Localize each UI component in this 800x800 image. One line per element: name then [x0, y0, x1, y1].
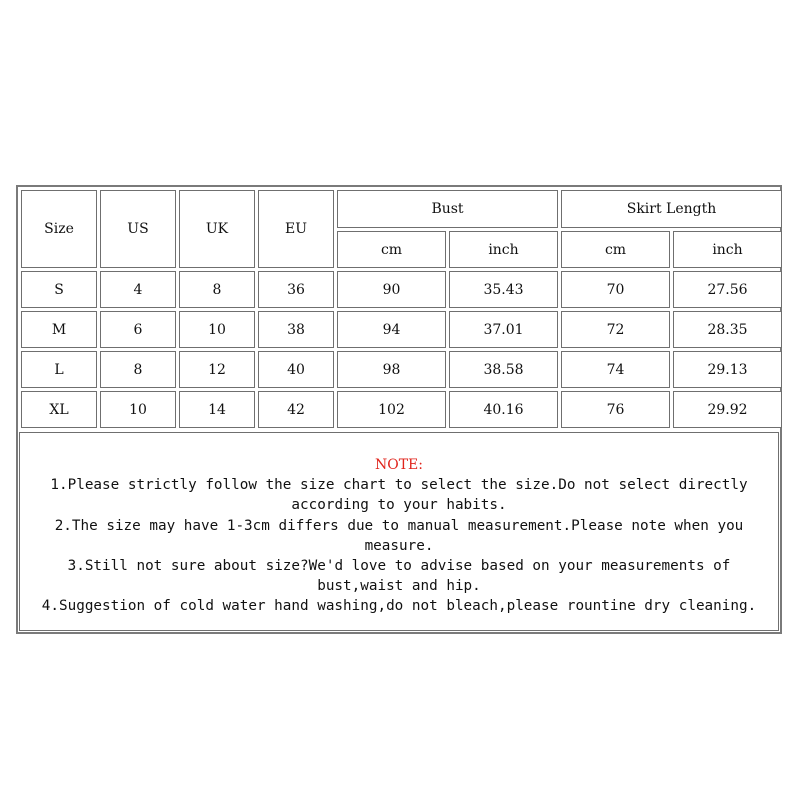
- cell-eu: 42: [258, 391, 334, 428]
- size-chart-table: [18, 187, 785, 431]
- cell-uk: 12: [179, 351, 255, 388]
- cell-skirt-cm: 76: [561, 391, 670, 428]
- cell-bust-inch: 35.43: [449, 271, 558, 308]
- note-line: 4.Suggestion of cold water hand washing,do not bleach,please rountine dry cleaning.: [41, 598, 757, 615]
- table-row: [21, 351, 782, 388]
- header-bust-cm: cm: [337, 231, 446, 268]
- cell-bust-cm: 102: [337, 391, 446, 428]
- cell-size: L: [21, 351, 97, 388]
- header-skirt-length: Skirt Length: [561, 190, 782, 228]
- cell-skirt-inch: 29.92: [673, 391, 782, 428]
- header-bust-inch: inch: [449, 231, 558, 268]
- table-row: [21, 311, 782, 348]
- cell-skirt-cm: 70: [561, 271, 670, 308]
- cell-skirt-cm: 72: [561, 311, 670, 348]
- cell-bust-cm: 94: [337, 311, 446, 348]
- cell-size: S: [21, 271, 97, 308]
- cell-us: 8: [100, 351, 176, 388]
- cell-bust-inch: 38.58: [449, 351, 558, 388]
- note-line: according to your habits.: [291, 497, 507, 514]
- cell-us: 10: [100, 391, 176, 428]
- cell-skirt-inch: 27.56: [673, 271, 782, 308]
- table-row: [21, 271, 782, 308]
- table-row: [21, 391, 782, 428]
- note-line: 3.Still not sure about size?We'd love to advise based on your measurements of: [67, 558, 731, 575]
- header-skirt-cm: cm: [561, 231, 670, 268]
- header-skirt-inch: inch: [673, 231, 782, 268]
- cell-us: 4: [100, 271, 176, 308]
- cell-bust-cm: 90: [337, 271, 446, 308]
- header-row-1: [21, 190, 782, 228]
- cell-size: M: [21, 311, 97, 348]
- cell-us: 6: [100, 311, 176, 348]
- header-us: US: [100, 190, 176, 268]
- header-eu: EU: [258, 190, 334, 268]
- cell-bust-inch: 37.01: [449, 311, 558, 348]
- note-line: 1.Please strictly follow the size chart to select the size.Do not select directly: [50, 477, 748, 494]
- cell-skirt-inch: 29.13: [673, 351, 782, 388]
- cell-bust-inch: 40.16: [449, 391, 558, 428]
- cell-skirt-cm: 74: [561, 351, 670, 388]
- cell-skirt-inch: 28.35: [673, 311, 782, 348]
- header-uk: UK: [179, 190, 255, 268]
- note-title: NOTE:: [374, 457, 423, 473]
- header-bust: Bust: [337, 190, 558, 228]
- cell-uk: 10: [179, 311, 255, 348]
- header-size: Size: [21, 190, 97, 268]
- cell-size: XL: [21, 391, 97, 428]
- cell-eu: 36: [258, 271, 334, 308]
- cell-eu: 38: [258, 311, 334, 348]
- cell-uk: 8: [179, 271, 255, 308]
- cell-eu: 40: [258, 351, 334, 388]
- note-box: [19, 432, 779, 631]
- note-line: bust,waist and hip.: [317, 578, 481, 595]
- note-line: 2.The size may have 1-3cm differs due to manual measurement.Please note when you: [54, 517, 744, 534]
- note-line: measure.: [364, 537, 434, 554]
- cell-bust-cm: 98: [337, 351, 446, 388]
- cell-uk: 14: [179, 391, 255, 428]
